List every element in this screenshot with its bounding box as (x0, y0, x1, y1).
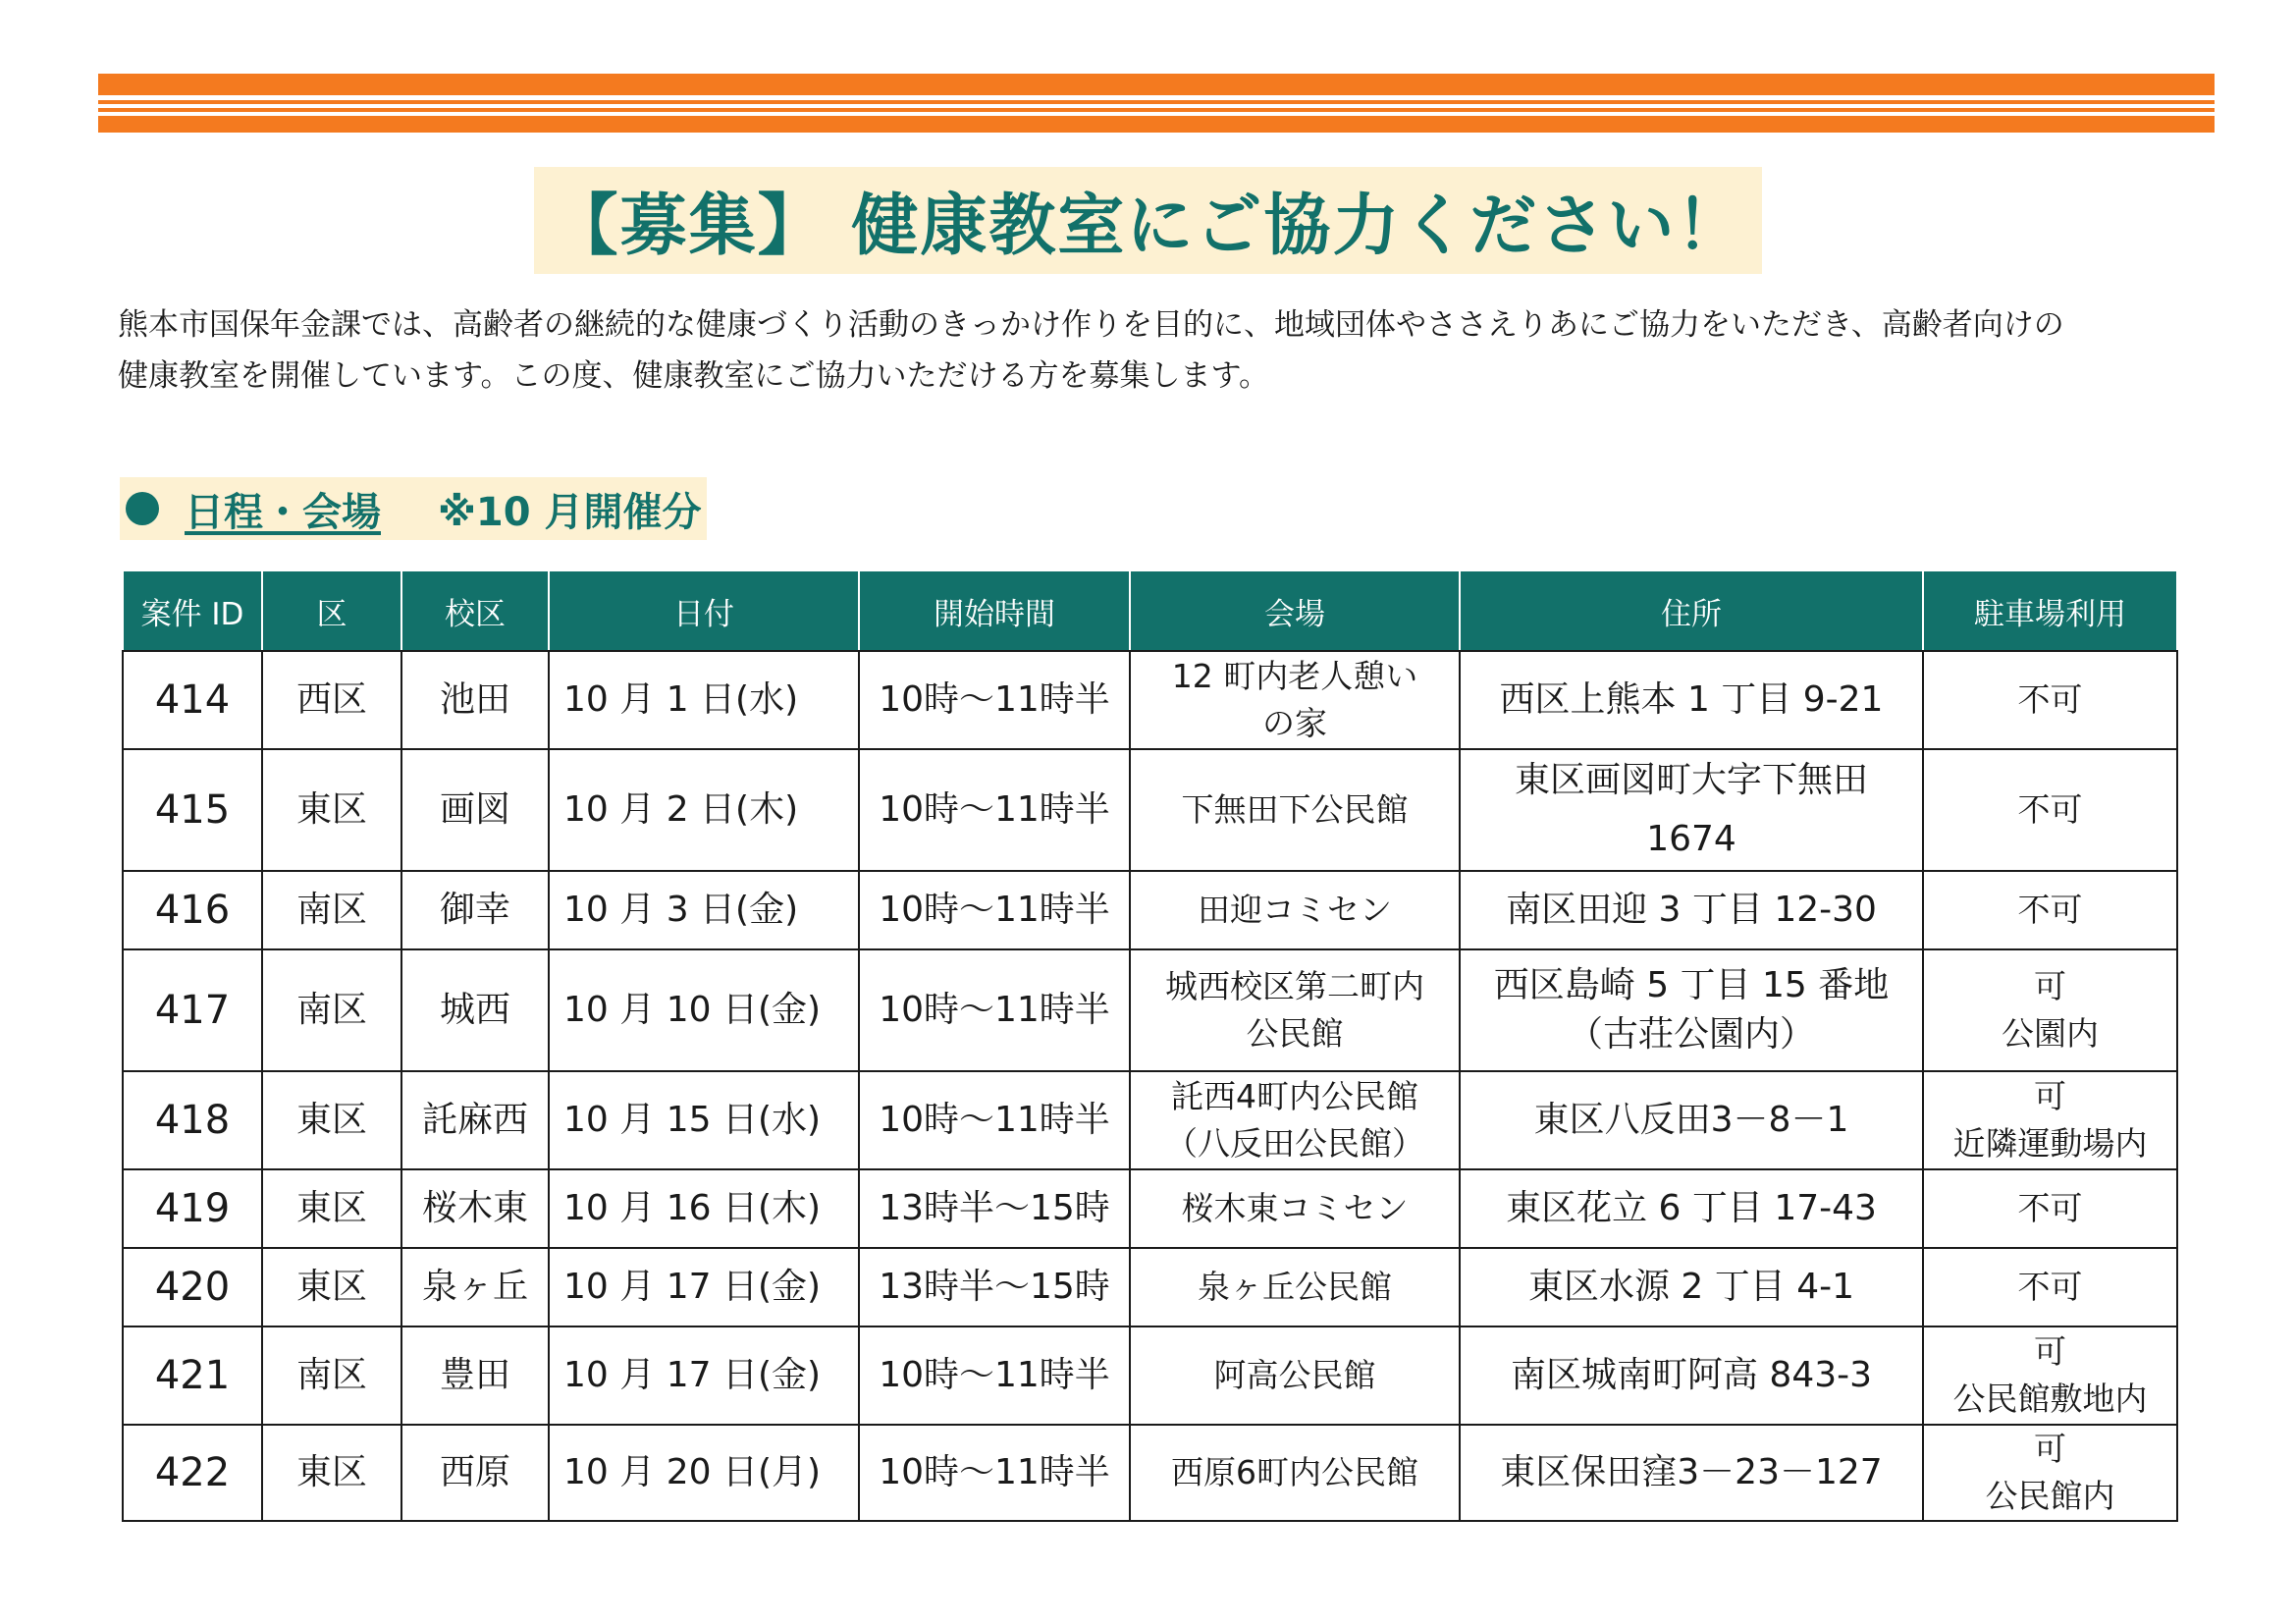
cell-address (1460, 1326, 1923, 1425)
cell-parking-line-1: 不可 (2017, 891, 2083, 929)
cell-venue-line-1: 阿高公民館 (1213, 1356, 1376, 1394)
cell-time: 13時半～15時 (859, 1169, 1130, 1248)
table-row (123, 1425, 2177, 1521)
table-header-row (123, 570, 2177, 651)
column-header-address: 住所 (1460, 570, 1923, 651)
cell-school: 西原 (401, 1425, 549, 1521)
cell-address-line-2: 1674 (1646, 819, 1736, 859)
table-row (123, 1071, 2177, 1169)
cell-id: 415 (123, 749, 262, 871)
table-row (123, 871, 2177, 949)
cell-id: 417 (123, 949, 262, 1071)
cell-parking-line-1: 不可 (2017, 1268, 2083, 1306)
cell-time: 10時～11時半 (859, 1425, 1130, 1521)
column-header-ward: 区 (262, 570, 401, 651)
cell-school: 桜木東 (401, 1169, 549, 1248)
cell-id: 418 (123, 1071, 262, 1169)
cell-parking-line-1: 可 (2034, 1332, 2066, 1371)
cell-venue-line-1: 城西校区第二町内 (1165, 967, 1424, 1005)
cell-address-line-1: 東区保田窪3－23－127 (1500, 1452, 1883, 1492)
cell-school: 池田 (401, 651, 549, 749)
cell-school: 託麻西 (401, 1071, 549, 1169)
cell-id: 420 (123, 1248, 262, 1326)
column-header-id: 案件 ID (123, 570, 262, 651)
cell-parking (1923, 1169, 2177, 1248)
cell-venue (1130, 1425, 1460, 1521)
column-header-date: 日付 (549, 570, 859, 651)
cell-address (1460, 1169, 1923, 1248)
cell-address (1460, 949, 1923, 1071)
cell-ward: 東区 (262, 1248, 401, 1326)
cell-parking-line-2: 公園内 (2002, 1014, 2099, 1053)
section-note: ※10 月開催分 (438, 489, 702, 535)
cell-ward: 東区 (262, 1071, 401, 1169)
cell-parking (1923, 1248, 2177, 1326)
cell-parking-line-1: 不可 (2017, 1189, 2083, 1227)
cell-ward: 西区 (262, 651, 401, 749)
cell-venue (1130, 871, 1460, 949)
cell-id: 416 (123, 871, 262, 949)
cell-parking-line-2: 公民館敷地内 (1952, 1380, 2148, 1418)
cell-address (1460, 1425, 1923, 1521)
table-row (123, 651, 2177, 749)
cell-parking (1923, 1425, 2177, 1521)
intro-line-2: 健康教室を開催しています。この度、健康教室にご協力いただける方を募集します。 (118, 358, 1270, 394)
cell-school: 泉ヶ丘 (401, 1248, 549, 1326)
header-decorative-band (98, 74, 2215, 133)
header-band-bottom-stripe (98, 116, 2215, 133)
cell-time: 10時～11時半 (859, 651, 1130, 749)
section-title: 日程・会場 (185, 489, 381, 535)
cell-address (1460, 871, 1923, 949)
cell-id: 414 (123, 651, 262, 749)
cell-school: 画図 (401, 749, 549, 871)
cell-address-line-1: 東区画図町大字下無田 (1514, 760, 1868, 800)
intro-line-1: 熊本市国保年金課では、高齢者の継続的な健康づくり活動のきっかけ作りを目的に、地域団体やささえりあにご協力をいただき、高齢者向けの (118, 307, 2064, 343)
cell-ward: 東区 (262, 749, 401, 871)
cell-parking-line-1: 不可 (2017, 790, 2083, 829)
cell-address-line-1: 東区水源 2 丁目 4-1 (1527, 1267, 1855, 1307)
cell-ward: 東区 (262, 1169, 401, 1248)
cell-time: 10時～11時半 (859, 949, 1130, 1071)
cell-id: 419 (123, 1169, 262, 1248)
cell-time: 13時半～15時 (859, 1248, 1130, 1326)
column-header-start-time: 開始時間 (859, 570, 1130, 651)
cell-id: 422 (123, 1425, 262, 1521)
cell-parking-line-1: 可 (2034, 967, 2066, 1005)
cell-date: 10 月 3 日(金) (549, 871, 859, 949)
table-row (123, 1169, 2177, 1248)
column-header-parking: 駐車場利用 (1923, 570, 2177, 651)
cell-venue-line-1: 桜木東コミセン (1181, 1189, 1409, 1227)
cell-ward: 南区 (262, 871, 401, 949)
cell-parking (1923, 871, 2177, 949)
cell-venue-line-2: の家 (1262, 704, 1327, 742)
cell-venue (1130, 651, 1460, 749)
cell-address (1460, 749, 1923, 871)
page-title: 【募集】 健康教室にご協力ください！ (534, 167, 1763, 274)
cell-ward: 南区 (262, 949, 401, 1071)
cell-ward: 南区 (262, 1326, 401, 1425)
header-band-thin-stripe-1 (98, 100, 2215, 104)
cell-date: 10 月 17 日(金) (549, 1248, 859, 1326)
cell-parking (1923, 949, 2177, 1071)
cell-parking-line-1: 可 (2034, 1077, 2066, 1115)
cell-parking-line-1: 不可 (2017, 680, 2083, 719)
cell-time: 10時～11時半 (859, 1326, 1130, 1425)
cell-address (1460, 1071, 1923, 1169)
cell-school: 城西 (401, 949, 549, 1071)
cell-address (1460, 1248, 1923, 1326)
cell-address-line-1: 東区八反田3－8－1 (1533, 1100, 1849, 1140)
cell-date: 10 月 20 日(月) (549, 1425, 859, 1521)
intro-paragraph (118, 299, 2209, 402)
cell-venue-line-1: 託西4町内公民館 (1171, 1077, 1418, 1115)
cell-venue (1130, 749, 1460, 871)
cell-parking (1923, 651, 2177, 749)
cell-parking-line-2: 公民館内 (1985, 1477, 2115, 1515)
section-heading (120, 477, 707, 540)
cell-address-line-2: （古荘公園内） (1567, 1014, 1815, 1055)
cell-school: 御幸 (401, 871, 549, 949)
cell-address-line-1: 西区上熊本 1 丁目 9-21 (1499, 679, 1884, 720)
cell-date: 10 月 17 日(金) (549, 1326, 859, 1425)
cell-parking (1923, 749, 2177, 871)
cell-date: 10 月 16 日(木) (549, 1169, 859, 1248)
table-row (123, 1248, 2177, 1326)
cell-venue-line-2: 公民館 (1246, 1014, 1344, 1053)
cell-venue-line-1: 下無田下公民館 (1181, 790, 1409, 829)
cell-time: 10時～11時半 (859, 749, 1130, 871)
cell-school: 豊田 (401, 1326, 549, 1425)
table-row (123, 1326, 2177, 1425)
cell-venue-line-1: 田迎コミセン (1198, 891, 1392, 929)
cell-address-line-1: 東区花立 6 丁目 17-43 (1506, 1188, 1877, 1228)
cell-time: 10時～11時半 (859, 1071, 1130, 1169)
cell-date: 10 月 1 日(水) (549, 651, 859, 749)
cell-venue-line-1: 西原6町内公民館 (1171, 1453, 1418, 1491)
cell-id: 421 (123, 1326, 262, 1425)
column-header-venue: 会場 (1130, 570, 1460, 651)
cell-venue-line-2: （八反田公民館） (1165, 1124, 1424, 1163)
header-band-thin-stripe-2 (98, 108, 2215, 112)
cell-address-line-1: 南区城南町阿高 843-3 (1510, 1355, 1873, 1395)
header-band-top-stripe (98, 74, 2215, 95)
cell-venue (1130, 1326, 1460, 1425)
cell-parking (1923, 1071, 2177, 1169)
cell-address-line-1: 西区島崎 5 丁目 15 番地 (1493, 965, 1890, 1005)
cell-date: 10 月 2 日(木) (549, 749, 859, 871)
schedule-table (122, 569, 2178, 1522)
cell-parking (1923, 1326, 2177, 1425)
bullet-icon (126, 492, 159, 525)
title-container (0, 167, 2296, 274)
cell-venue-line-1: 12 町内老人憩い (1171, 657, 1418, 695)
cell-venue (1130, 949, 1460, 1071)
table-row (123, 749, 2177, 871)
cell-venue (1130, 1169, 1460, 1248)
cell-date: 10 月 10 日(金) (549, 949, 859, 1071)
cell-venue-line-1: 泉ヶ丘公民館 (1198, 1268, 1392, 1306)
cell-time: 10時～11時半 (859, 871, 1130, 949)
cell-address-line-1: 南区田迎 3 丁目 12-30 (1506, 890, 1877, 930)
table-row (123, 949, 2177, 1071)
column-header-school: 校区 (401, 570, 549, 651)
cell-date: 10 月 15 日(水) (549, 1071, 859, 1169)
cell-ward: 東区 (262, 1425, 401, 1521)
cell-parking-line-1: 可 (2034, 1430, 2066, 1468)
cell-parking-line-2: 近隣運動場内 (1952, 1124, 2148, 1163)
cell-venue (1130, 1071, 1460, 1169)
cell-venue (1130, 1248, 1460, 1326)
cell-address (1460, 651, 1923, 749)
